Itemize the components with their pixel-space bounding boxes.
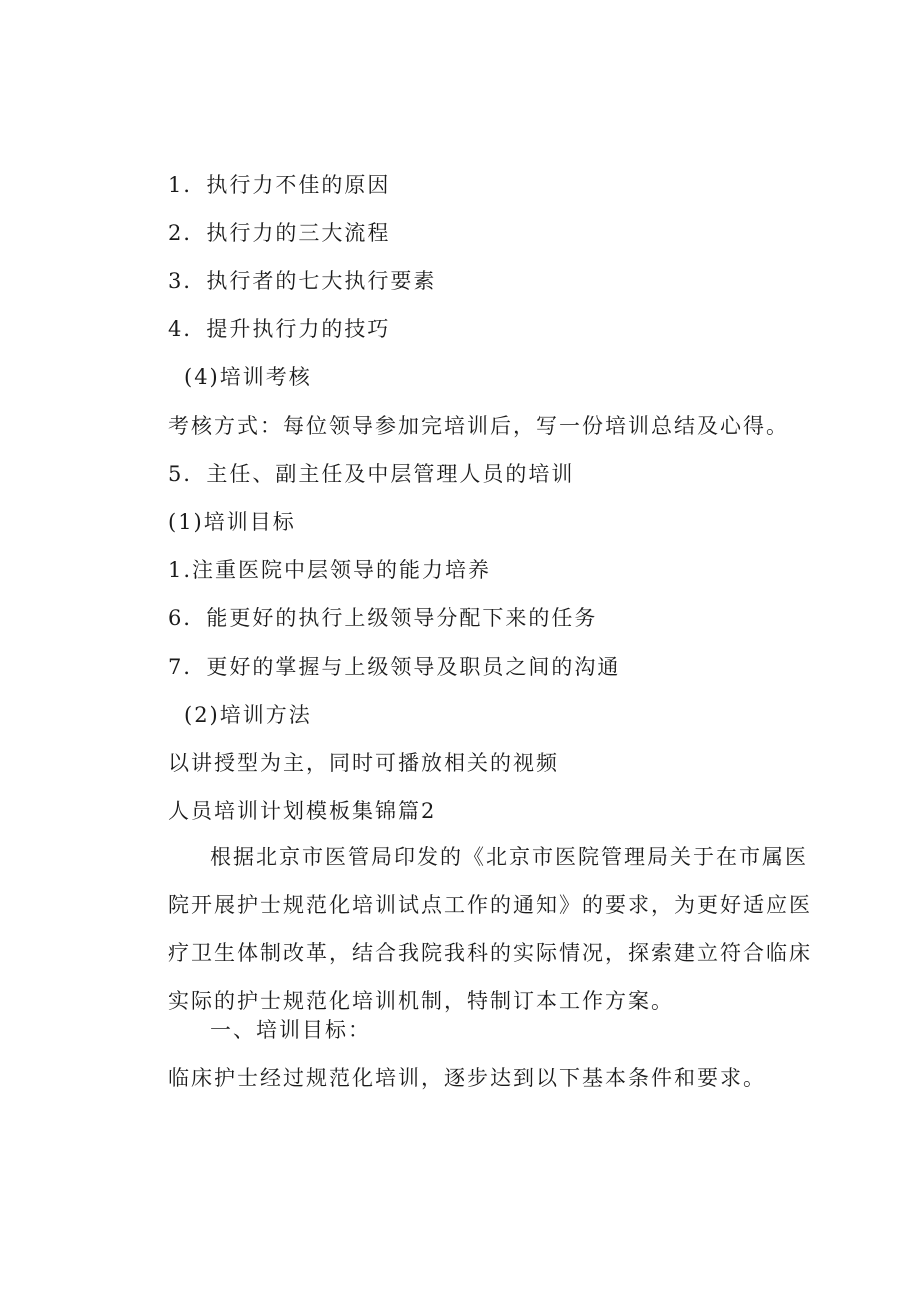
- list-item: 1．执行力不佳的原因: [168, 173, 391, 197]
- list-item: 1.注重医院中层领导的能力培养: [168, 558, 492, 582]
- list-item: 6．能更好的执行上级领导分配下来的任务: [168, 606, 598, 630]
- body-text: 考核方式：每位领导参加完培训后，写一份培训总结及心得。: [168, 414, 789, 438]
- body-paragraph: 根据北京市医管局印发的《北京市医院管理局关于在市属医院开展护士规范化培训试点工作的通知》的要求，为更好适应医疗卫生体制改革，结合我院我科的实际情况，探索建立符合临床实际的护士规范化培训机制，特制订本工作方案。: [168, 845, 812, 1013]
- section-heading: (2)培训方法: [184, 703, 312, 727]
- section-heading: 一、培训目标：: [210, 1018, 371, 1042]
- list-item: 3．执行者的七大执行要素: [168, 269, 437, 293]
- list-item: 5．主任、副主任及中层管理人员的培训: [168, 462, 575, 486]
- section-heading: (1)培训目标: [168, 510, 296, 534]
- article-title: 人员培训计划模板集锦篇2: [168, 799, 437, 823]
- body-text: 以讲授型为主，同时可播放相关的视频: [168, 751, 559, 775]
- list-item: 7．更好的掌握与上级领导及职员之间的沟通: [168, 655, 621, 679]
- section-heading: (4)培训考核: [184, 365, 312, 389]
- body-text: 临床护士经过规范化培训，逐步达到以下基本条件和要求。: [168, 1066, 766, 1090]
- list-item: 4．提升执行力的技巧: [168, 317, 391, 341]
- list-item: 2．执行力的三大流程: [168, 221, 391, 245]
